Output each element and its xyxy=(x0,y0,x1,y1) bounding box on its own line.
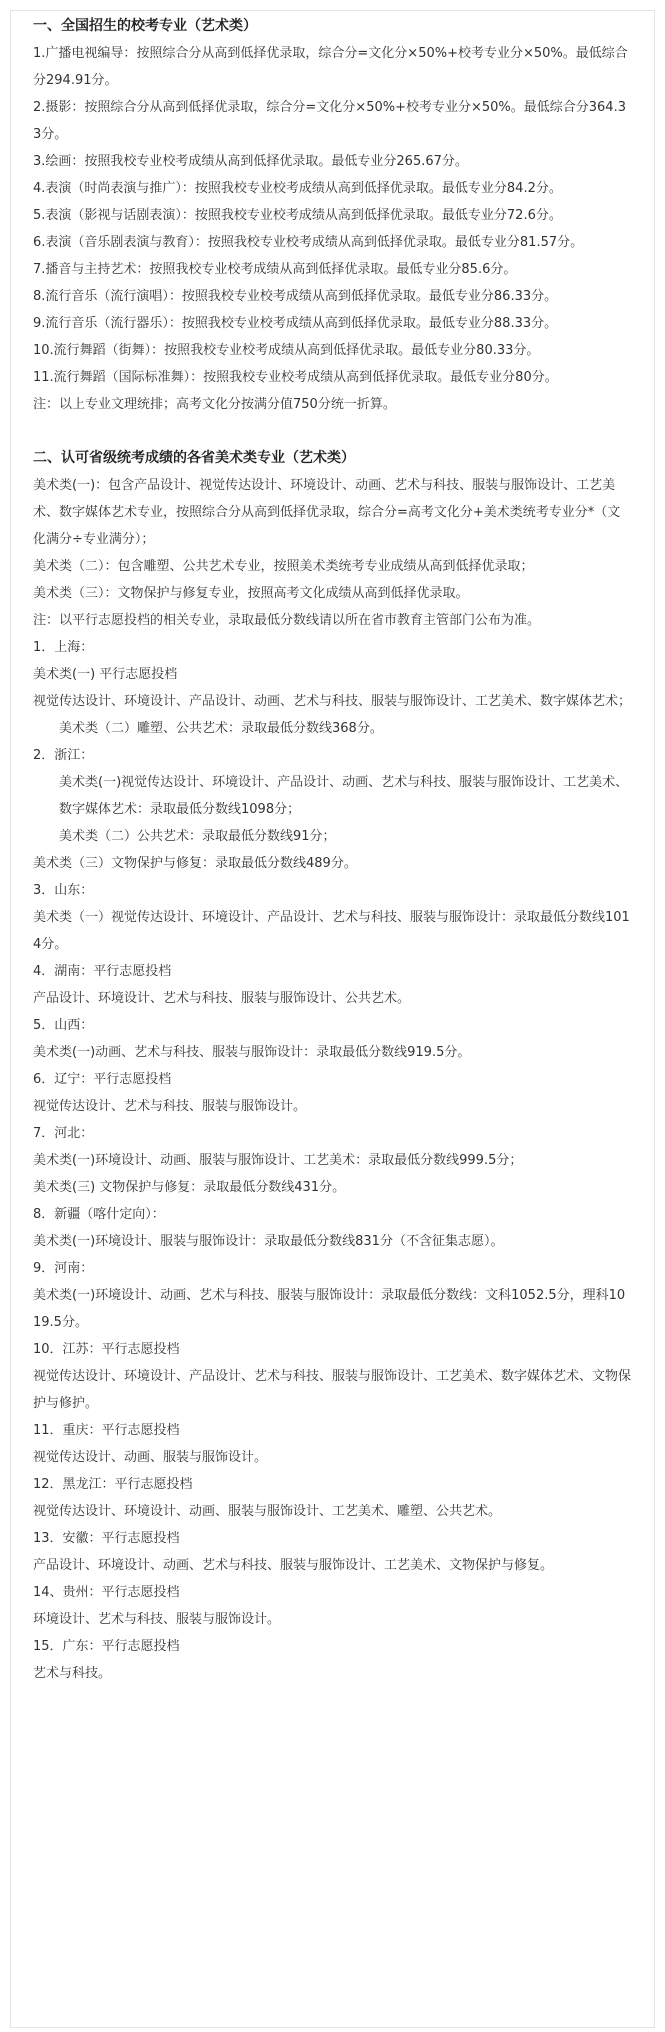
paragraph-line: 视觉传达设计、环境设计、产品设计、艺术与科技、服装与服饰设计、工艺美术、数字媒体艺术、文物保护与修护。 xyxy=(33,1369,632,1411)
paragraph-line: 1.广播电视编导：按照综合分从高到低择优录取，综合分=文化分×50%+校考专业分×50%。最低综合分294.91分。 xyxy=(33,46,628,88)
paragraph-line: 视觉传达设计、环境设计、产品设计、动画、艺术与科技、服装与服饰设计、工艺美术、数字媒体艺术； xyxy=(33,694,632,709)
paragraph-line: 艺术与科技。 xyxy=(33,1666,112,1681)
paragraph-line: 7．河北： xyxy=(33,1126,94,1141)
paragraph-line: 视觉传达设计、动画、服装与服饰设计。 xyxy=(33,1450,268,1465)
paragraph-line: 14、贵州：平行志愿投档 xyxy=(33,1585,180,1600)
paragraph-line: 美术类（二）雕塑、公共艺术：录取最低分数线368分。 xyxy=(59,721,383,736)
paragraph-line: 6.表演（音乐剧表演与教育）：按照我校专业校考成绩从高到低择优录取。最低专业分81.57分。 xyxy=(33,235,584,250)
paragraph-line: 11．重庆：平行志愿投档 xyxy=(33,1423,180,1438)
section2-lines xyxy=(33,472,632,1687)
paragraph-line: 美术类(一)环境设计、动画、服装与服饰设计、工艺美术：录取最低分数线999.5分； xyxy=(33,1153,523,1168)
section-title: 二、认可省级统考成绩的各省美术类专业（艺术类） xyxy=(33,450,355,466)
paragraph-line: 3．山东： xyxy=(33,883,94,898)
paragraph-line: 美术类（三）：文物保护与修复专业，按照高考文化成绩从高到低择优录取。 xyxy=(33,586,469,601)
section-provincial-art-majors xyxy=(33,445,632,1687)
article-content xyxy=(10,10,655,2028)
paragraph-line: 美术类(一)环境设计、服装与服饰设计：录取最低分数线831分（不含征集志愿）。 xyxy=(33,1234,504,1249)
paragraph-line: 美术类(一)动画、艺术与科技、服装与服饰设计：录取最低分数线919.5分。 xyxy=(33,1045,471,1060)
paragraph-line: 美术类（一）视觉传达设计、环境设计、产品设计、艺术与科技、服装与服饰设计：录取最低分数线1014分。 xyxy=(33,910,630,952)
paragraph-line: 9．河南： xyxy=(33,1261,94,1276)
paragraph-line: 11.流行舞蹈（国际标准舞）：按照我校专业校考成绩从高到低择优录取。最低专业分80分。 xyxy=(33,370,558,385)
paragraph-line: 10．江苏：平行志愿投档 xyxy=(33,1342,180,1357)
paragraph-line: 2．浙江： xyxy=(33,748,94,763)
paragraph-line: 7.播音与主持艺术：按照我校专业校考成绩从高到低择优录取。最低专业分85.6分。 xyxy=(33,262,517,277)
paragraph-line: 产品设计、环境设计、动画、艺术与科技、服装与服饰设计、工艺美术、文物保护与修复。 xyxy=(33,1558,554,1573)
paragraph-line: 美术类（二）公共艺术：录取最低分数线91分； xyxy=(59,829,336,844)
section1-lines xyxy=(33,40,632,418)
paragraph-line: 美术类(一)：包含产品设计、视觉传达设计、环境设计、动画、艺术与科技、服装与服饰设计、工艺美术、数字媒体艺术专业，按照综合分从高到低择优录取，综合分=高考文化分+美术类统考专业分*（文化满分÷专业满分）； xyxy=(33,478,621,547)
paragraph-line: 8．新疆（喀什定向）： xyxy=(33,1207,165,1222)
paragraph-line: 美术类（三）文物保护与修复：录取最低分数线489分。 xyxy=(33,856,357,871)
paragraph-line: 15．广东：平行志愿投档 xyxy=(33,1639,180,1654)
paragraph-line: 产品设计、环境设计、艺术与科技、服装与服饰设计、公共艺术。 xyxy=(33,991,411,1006)
paragraph-line: 美术类（二）：包含雕塑、公共艺术专业，按照美术类统考专业成绩从高到低择优录取； xyxy=(33,559,534,574)
paragraph-line: 9.流行音乐（流行器乐）：按照我校专业校考成绩从高到低择优录取。最低专业分88.33分。 xyxy=(33,316,558,331)
paragraph-line: 环境设计、艺术与科技、服装与服饰设计。 xyxy=(33,1612,281,1627)
paragraph-line: 5．山西： xyxy=(33,1018,94,1033)
paragraph-line: 注：以上专业文理统排；高考文化分按满分值750分统一折算。 xyxy=(33,397,396,412)
paragraph-line: 美术类(三) 文物保护与修复：录取最低分数线431分。 xyxy=(33,1180,346,1195)
paragraph-line: 视觉传达设计、环境设计、动画、服装与服饰设计、工艺美术、雕塑、公共艺术。 xyxy=(33,1504,502,1519)
paragraph-line: 美术类(一)视觉传达设计、环境设计、产品设计、动画、艺术与科技、服装与服饰设计、工艺美术、数字媒体艺术：录取最低分数线1098分； xyxy=(59,775,629,817)
paragraph-line: 注：以平行志愿投档的相关专业，录取最低分数线请以所在省市教育主管部门公布为准。 xyxy=(33,613,541,628)
paragraph-line: 美术类(一)环境设计、动画、艺术与科技、服装与服饰设计：录取最低分数线：文科1052.5分，理科1019.5分。 xyxy=(33,1288,626,1330)
paragraph-line: 视觉传达设计、艺术与科技、服装与服饰设计。 xyxy=(33,1099,307,1114)
paragraph-line: 5.表演（影视与话剧表演）：按照我校专业校考成绩从高到低择优录取。最低专业分72.6分。 xyxy=(33,208,562,223)
paragraph-line: 6．辽宁：平行志愿投档 xyxy=(33,1072,172,1087)
paragraph-line: 2.摄影：按照综合分从高到低择优录取，综合分=文化分×50%+校考专业分×50%。最低综合分364.33分。 xyxy=(33,100,626,142)
paragraph-line: 美术类(一) 平行志愿投档 xyxy=(33,667,178,682)
paragraph-line: 12．黑龙江：平行志愿投档 xyxy=(33,1477,193,1492)
paragraph-line: 3.绘画：按照我校专业校考成绩从高到低择优录取。最低专业分265.67分。 xyxy=(33,154,468,169)
paragraph-line: 10.流行舞蹈（街舞）：按照我校专业校考成绩从高到低择优录取。最低专业分80.33分。 xyxy=(33,343,540,358)
section-title: 一、全国招生的校考专业（艺术类） xyxy=(33,18,257,34)
section-school-exam-majors xyxy=(33,13,632,418)
paragraph-line: 4．湖南：平行志愿投档 xyxy=(33,964,172,979)
paragraph-line: 13．安徽：平行志愿投档 xyxy=(33,1531,180,1546)
paragraph-line: 8.流行音乐（流行演唱）：按照我校专业校考成绩从高到低择优录取。最低专业分86.33分。 xyxy=(33,289,558,304)
paragraph-line: 4.表演（时尚表演与推广）：按照我校专业校考成绩从高到低择优录取。最低专业分84.2分。 xyxy=(33,181,562,196)
paragraph-line: 1．上海： xyxy=(33,640,94,655)
